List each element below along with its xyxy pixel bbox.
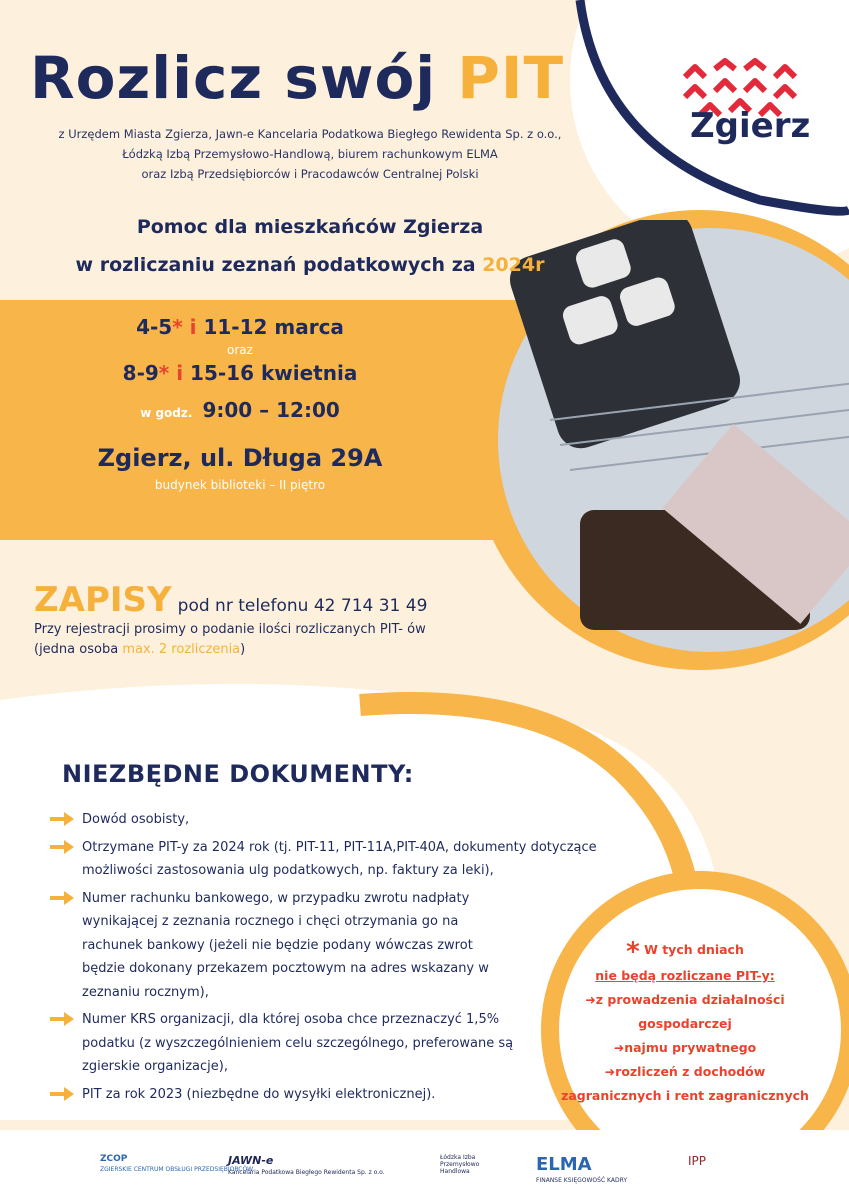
arrow-right-icon	[50, 1012, 74, 1026]
ipp-logo: IPP	[688, 1154, 707, 1168]
title-accent: PIT	[457, 44, 565, 112]
note-head-text: W tych dniach	[639, 942, 744, 957]
help-heading	[20, 208, 600, 284]
list-item	[50, 836, 610, 883]
help-line-1: Pomoc dla mieszkańców Zgierza	[136, 216, 484, 238]
star-mark: *	[172, 315, 183, 339]
zapisy-title: ZAPISY	[34, 580, 172, 620]
page-title	[30, 44, 564, 112]
note-head	[560, 937, 810, 967]
partners-subtitle	[30, 124, 590, 184]
elma-name: ELMA	[536, 1154, 592, 1175]
dates-sep: i	[182, 315, 204, 339]
list-item	[50, 808, 610, 832]
schedule-block	[40, 314, 440, 492]
registration-line-2	[34, 640, 554, 660]
reg-line2-a: (jedna osoba	[34, 642, 123, 657]
arrow-right-icon	[50, 1087, 74, 1101]
registration-block	[34, 580, 554, 660]
dates-march	[40, 314, 440, 340]
doc-text: Otrzymane PIT-y za 2024 rok (tj. PIT-11, PIT-11A,PIT-40A, dokumenty dotyczące możliwości zastosowania ulg podatkowych, np. faktury za leki),	[82, 839, 597, 878]
arrow-right-icon	[50, 891, 74, 905]
dates-sep: i	[169, 361, 191, 385]
star-mark: *	[626, 937, 640, 967]
reg-line2-b: )	[240, 642, 246, 657]
phone-number[interactable]: pod nr telefonu 42 714 31 49	[177, 596, 428, 616]
registration-line-1: Przy rejestracji prosimy o podanie ilości rozliczanych PIT- ów	[34, 622, 426, 637]
place-address: Zgierz, ul. Długa 29A	[97, 444, 383, 472]
arrow-right-icon	[50, 840, 74, 854]
star-mark: *	[158, 361, 170, 385]
registration-heading	[34, 580, 554, 620]
dates-april-a: 8-9	[122, 361, 159, 385]
elma-sub: FINANSE KSIĘGOWOŚĆ KADRY	[536, 1177, 628, 1184]
subtitle-line: Łódzką Izbą Przemysłowo-Handlową, biurem rachunkowym ELMA	[122, 147, 498, 161]
lipph-logo: Łódzka Izba Przemysłowo Handlowa	[440, 1154, 480, 1175]
note-item-text: najmu prywatnego	[624, 1040, 757, 1055]
documents-heading: NIEZBĘDNE DOKUMENTY:	[62, 760, 414, 788]
jawne-logo	[228, 1154, 385, 1177]
doc-text: Numer KRS organizacji, dla której osoba chce przeznaczyć 1,5% podatku (z wyszczególnieniem celu szczególnego, preferowane są zgierskie organizacje),	[82, 1012, 514, 1074]
documents-list	[50, 808, 610, 1110]
note-head-2: nie będą rozliczane PIT-y:	[595, 968, 775, 983]
note-item: ➜rozliczeń z dochodów zagranicznych i rent zagranicznych	[561, 1064, 809, 1103]
elma-logo	[536, 1154, 627, 1185]
place-sub: budynek biblioteki – II piętro	[154, 478, 326, 492]
help-year: 2024r	[482, 254, 545, 276]
jawne-name: JAWN-e	[228, 1154, 274, 1167]
dates-march-b: 11-12 marca	[203, 315, 344, 339]
subtitle-line: oraz Izbą Przedsiębiorców i Pracodawców Centralnej Polski	[141, 167, 479, 181]
hours-row	[40, 398, 440, 422]
list-item	[50, 1083, 610, 1107]
title-main: Rozlicz swój	[30, 44, 458, 112]
note-item: ➜z prowadzenia działalności gospodarczej	[585, 992, 785, 1031]
jawne-sub: Kancelaria Podatkowa Biegłego Rewidenta Sp. z o.o.	[228, 1169, 385, 1176]
list-item	[50, 887, 502, 1005]
hours-value: 9:00 – 12:00	[202, 398, 340, 422]
doc-text: PIT za rok 2023 (niezbędne do wysyłki elektronicznej).	[82, 1086, 436, 1102]
exclusions-note	[560, 938, 810, 1108]
arrow-right-icon	[50, 812, 74, 826]
dates-april-b: 15-16 kwietnia	[190, 361, 358, 385]
note-item-text: z prowadzenia działalności gospodarczej	[595, 992, 785, 1031]
doc-text: Numer rachunku bankowego, w przypadku zwrotu nadpłaty wynikającej z zeznania rocznego i chęci otrzymania go na rachunek bankowy (jeżeli nie będzie podany wówczas zwrot będzie dokonany przekazem pocztowym na adres wskazany w zeznaniu rocznym),	[82, 890, 489, 1000]
note-item-text: rozliczeń z dochodów zagranicznych i rent zagranicznych	[561, 1064, 809, 1103]
zgierz-logo-text: Zgierz	[690, 106, 811, 146]
footer-logos	[0, 1140, 849, 1200]
hours-label: w godz.	[140, 406, 193, 420]
note-item: ➜najmu prywatnego	[613, 1040, 757, 1055]
help-line-2-text: w rozliczaniu zeznań podatkowych za	[75, 254, 483, 276]
dates-april	[40, 360, 440, 386]
list-item	[50, 1008, 522, 1079]
doc-text: Dowód osobisty,	[82, 812, 190, 827]
zcop-name: ZCOP	[100, 1154, 128, 1164]
oraz-label: oraz	[227, 343, 253, 357]
reg-line2-highlight: max. 2 rozliczenia	[122, 642, 241, 657]
zcop-sub: ZGIERSKIE CENTRUM OBSŁUGI PRZEDSIĘBIORCÓW	[100, 1166, 254, 1173]
help-line-2	[20, 246, 600, 284]
dates-march-a: 4-5	[136, 315, 173, 339]
subtitle-line: z Urzędem Miasta Zgierza, Jawn-e Kancelaria Podatkowa Biegłego Rewidenta Sp. z o.o.,	[58, 127, 562, 141]
